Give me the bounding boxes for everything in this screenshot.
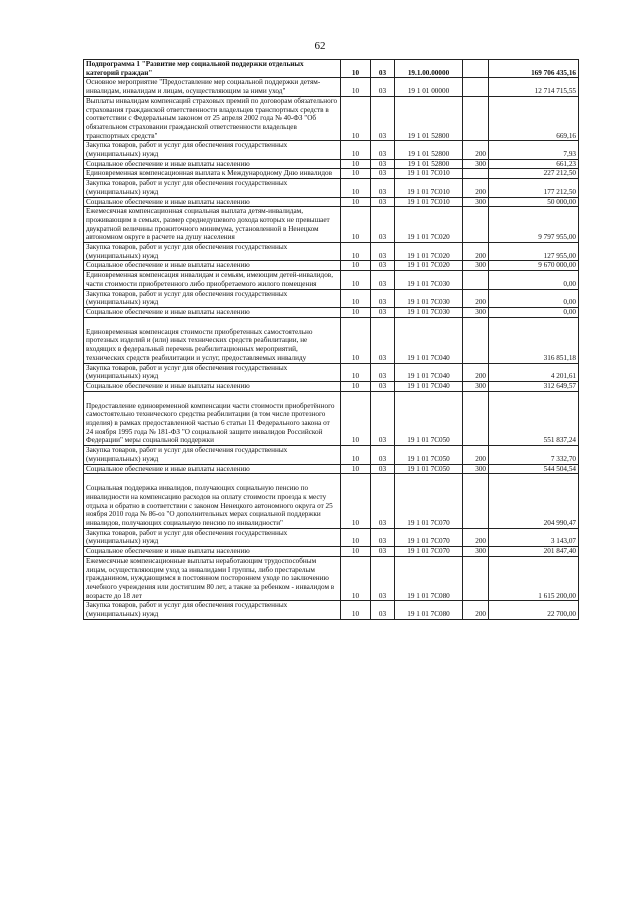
expense-type-code: 300 <box>463 381 489 391</box>
subsection-code: 03 <box>371 271 395 289</box>
target-article-code: 19 1 01 7С020 <box>395 207 463 243</box>
target-article-code: 19 1 01 7С030 <box>395 307 463 317</box>
subsection-code: 03 <box>371 197 395 207</box>
target-article-code: 19 1 01 7С070 <box>395 474 463 529</box>
amount: 12 714 715,55 <box>489 78 579 96</box>
section-code: 10 <box>341 78 371 96</box>
row-name: Социальное обеспечение и иные выплаты населению <box>84 159 341 169</box>
section-code: 10 <box>341 528 371 546</box>
expense-type-code <box>463 271 489 289</box>
expense-type-code: 200 <box>463 141 489 159</box>
target-article-code: 19 1 01 7С070 <box>395 547 463 557</box>
amount: 0,00 <box>489 289 579 307</box>
target-article-code: 19 1 01 7С020 <box>395 261 463 271</box>
section-code: 10 <box>341 474 371 529</box>
row-name: Ежемесячные компенсационные выплаты неработающим трудоспособным лицам, осуществляющим уход за инвалидами I группы, либо престарелым гражданином, нуждающимся в постоянном постороннем уходе по заключению лечебного учреждения или достигшим 80 лет, а также за ребенком - инвалидом в возрасте до 18 лет <box>84 556 341 601</box>
expense-type-code <box>463 96 489 141</box>
target-article-code: 19 1 01 7С080 <box>395 601 463 619</box>
subsection-code: 03 <box>371 381 395 391</box>
amount: 4 201,61 <box>489 363 579 381</box>
expense-type-code: 200 <box>463 363 489 381</box>
target-article-code: 19.1.00.00000 <box>395 60 463 78</box>
amount: 127 955,00 <box>489 243 579 261</box>
target-article-code: 19 1 01 00000 <box>395 78 463 96</box>
section-code: 10 <box>341 381 371 391</box>
amount: 0,00 <box>489 307 579 317</box>
table-row <box>84 197 579 207</box>
subsection-code: 03 <box>371 60 395 78</box>
row-name: Единовременная компенсация инвалидам и семьям, имеющим детей-инвалидов, части стоимости приобретенного либо приобретаемого жилого помещения <box>84 271 341 289</box>
subsection-code: 03 <box>371 363 395 381</box>
subsection-code: 03 <box>371 317 395 363</box>
section-code: 10 <box>341 271 371 289</box>
row-name: Социальная поддержка инвалидов, получающих социальную пенсию по инвалидности на компенсацию расходов на оплату стоимости проезда к месту отдыха и обратно в соответствии с законом Ненецкого автономного округа от 25 ноября 2010 года № 86-оз "О дополнительных мерах социальной поддержки инвалидов, получающих социальную пенсию по инвалидности" <box>84 474 341 529</box>
table-row <box>84 381 579 391</box>
target-article-code: 19 1 01 7С010 <box>395 169 463 179</box>
expense-type-code <box>463 317 489 363</box>
row-name: Закупка товаров, работ и услуг для обеспечения государственных (муниципальных) нужд <box>84 141 341 159</box>
section-code: 10 <box>341 556 371 601</box>
table-row <box>84 289 579 307</box>
subsection-code: 03 <box>371 391 395 446</box>
subsection-code: 03 <box>371 289 395 307</box>
row-name: Социальное обеспечение и иные выплаты населению <box>84 307 341 317</box>
target-article-code: 19 1 01 52800 <box>395 141 463 159</box>
table-row <box>84 60 579 78</box>
target-article-code: 19 1 01 52800 <box>395 96 463 141</box>
row-name: Единовременная компенсация стоимости приобретенных самостоятельно протезных изделий и (или) иных технических средств реабилитации, не входящих в федеральный перечень реабилитационных мероприятий, технических средств реабилитации и услуг, предоставляемых инвалиду <box>84 317 341 363</box>
section-code: 10 <box>341 243 371 261</box>
target-article-code: 19 1 01 7С040 <box>395 381 463 391</box>
section-code: 10 <box>341 197 371 207</box>
amount: 7,93 <box>489 141 579 159</box>
section-code: 10 <box>341 141 371 159</box>
section-code: 10 <box>341 289 371 307</box>
expense-type-code: 200 <box>463 243 489 261</box>
table-body <box>84 60 579 620</box>
row-name: Социальное обеспечение и иные выплаты населению <box>84 464 341 474</box>
target-article-code: 19 1 01 7С010 <box>395 179 463 197</box>
subsection-code: 03 <box>371 556 395 601</box>
table-row <box>84 96 579 141</box>
target-article-code: 19 1 01 7С010 <box>395 197 463 207</box>
expense-type-code <box>463 556 489 601</box>
row-name: Закупка товаров, работ и услуг для обеспечения государственных (муниципальных) нужд <box>84 601 341 619</box>
row-name: Закупка товаров, работ и услуг для обеспечения государственных (муниципальных) нужд <box>84 528 341 546</box>
expense-type-code: 200 <box>463 179 489 197</box>
subsection-code: 03 <box>371 179 395 197</box>
table-row <box>84 474 579 529</box>
budget-table <box>83 59 579 620</box>
expense-type-code <box>463 391 489 446</box>
section-code: 10 <box>341 179 371 197</box>
subsection-code: 03 <box>371 464 395 474</box>
amount: 1 615 200,00 <box>489 556 579 601</box>
table-row <box>84 464 579 474</box>
table-row <box>84 243 579 261</box>
expense-type-code <box>463 78 489 96</box>
table-row <box>84 307 579 317</box>
row-name: Единовременная компенсационная выплата к Международному Дню инвалидов <box>84 169 341 179</box>
amount: 22 700,00 <box>489 601 579 619</box>
row-name: Социальное обеспечение и иные выплаты населению <box>84 381 341 391</box>
section-code: 10 <box>341 601 371 619</box>
amount: 3 143,07 <box>489 528 579 546</box>
subsection-code: 03 <box>371 159 395 169</box>
row-name: Выплаты инвалидам компенсаций страховых премий по договорам обязательного страхования гражданской ответственности владельцев транспортных средств в соответствии с Федеральным законом от 25 апреля 2002 года № 40-ФЗ "Об обязательном страховании гражданской ответственности владельцев транспортных средств" <box>84 96 341 141</box>
amount: 669,16 <box>489 96 579 141</box>
row-name: Социальное обеспечение и иные выплаты населению <box>84 261 341 271</box>
row-name: Закупка товаров, работ и услуг для обеспечения государственных (муниципальных) нужд <box>84 363 341 381</box>
amount: 177 212,50 <box>489 179 579 197</box>
table-row <box>84 159 579 169</box>
section-code: 10 <box>341 317 371 363</box>
target-article-code: 19 1 01 7С030 <box>395 271 463 289</box>
subsection-code: 03 <box>371 207 395 243</box>
expense-type-code: 300 <box>463 159 489 169</box>
target-article-code: 19 1 01 7С050 <box>395 446 463 464</box>
subsection-code: 03 <box>371 446 395 464</box>
table-row <box>84 363 579 381</box>
section-code: 10 <box>341 60 371 78</box>
expense-type-code: 200 <box>463 446 489 464</box>
section-code: 10 <box>341 391 371 446</box>
section-code: 10 <box>341 547 371 557</box>
table-row <box>84 391 579 446</box>
table-row <box>84 261 579 271</box>
table-row <box>84 446 579 464</box>
amount: 9 797 955,00 <box>489 207 579 243</box>
row-name: Закупка товаров, работ и услуг для обеспечения государственных (муниципальных) нужд <box>84 446 341 464</box>
target-article-code: 19 1 01 7С050 <box>395 464 463 474</box>
section-code: 10 <box>341 159 371 169</box>
expense-type-code <box>463 207 489 243</box>
section-code: 10 <box>341 261 371 271</box>
target-article-code: 19 1 01 7С030 <box>395 289 463 307</box>
expense-type-code: 300 <box>463 197 489 207</box>
table-row <box>84 141 579 159</box>
amount: 661,23 <box>489 159 579 169</box>
row-name: Ежемесячная компенсационная социальная выплата детям-инвалидам, проживающим в семьях, размер среднедушевого дохода которых не превышает двукратной величины прожиточного минимума, установленной в Ненецком автономном округе в расчете на душу населения <box>84 207 341 243</box>
expense-type-code: 200 <box>463 528 489 546</box>
subsection-code: 03 <box>371 601 395 619</box>
section-code: 10 <box>341 363 371 381</box>
target-article-code: 19 1 01 7С040 <box>395 317 463 363</box>
table-row <box>84 556 579 601</box>
section-code: 10 <box>341 96 371 141</box>
subsection-code: 03 <box>371 307 395 317</box>
expense-type-code: 300 <box>463 464 489 474</box>
row-name: Основное мероприятие "Предоставление мер социальной поддержки детям-инвалидам, инвалидам и лицам, осуществляющим за ними уход" <box>84 78 341 96</box>
table-row <box>84 78 579 96</box>
subsection-code: 03 <box>371 96 395 141</box>
amount: 544 504,54 <box>489 464 579 474</box>
expense-type-code: 300 <box>463 307 489 317</box>
amount: 204 990,47 <box>489 474 579 529</box>
expense-type-code: 300 <box>463 261 489 271</box>
subsection-code: 03 <box>371 547 395 557</box>
target-article-code: 19 1 01 7С070 <box>395 528 463 546</box>
amount: 551 837,24 <box>489 391 579 446</box>
amount: 169 706 435,16 <box>489 60 579 78</box>
section-code: 10 <box>341 169 371 179</box>
amount: 0,00 <box>489 271 579 289</box>
expense-type-code: 300 <box>463 547 489 557</box>
section-code: 10 <box>341 207 371 243</box>
amount: 7 332,70 <box>489 446 579 464</box>
row-name: Закупка товаров, работ и услуг для обеспечения государственных (муниципальных) нужд <box>84 179 341 197</box>
subsection-code: 03 <box>371 78 395 96</box>
section-code: 10 <box>341 307 371 317</box>
row-name: Закупка товаров, работ и услуг для обеспечения государственных (муниципальных) нужд <box>84 289 341 307</box>
subsection-code: 03 <box>371 261 395 271</box>
subsection-code: 03 <box>371 474 395 529</box>
subsection-code: 03 <box>371 528 395 546</box>
row-name: Социальное обеспечение и иные выплаты населению <box>84 547 341 557</box>
table-row <box>84 169 579 179</box>
table-row <box>84 547 579 557</box>
section-code: 10 <box>341 446 371 464</box>
target-article-code: 19 1 01 7С050 <box>395 391 463 446</box>
table-row <box>84 207 579 243</box>
table-row <box>84 601 579 619</box>
target-article-code: 19 1 01 52800 <box>395 159 463 169</box>
amount: 316 851,18 <box>489 317 579 363</box>
expense-type-code: 200 <box>463 289 489 307</box>
expense-type-code: 200 <box>463 601 489 619</box>
subsection-code: 03 <box>371 243 395 261</box>
row-name: Предоставление единовременной компенсации части стоимости приобретённого самостоятельно технического средства реабилитации (в том числе протезного изделия) в рамках предоставленной частью 6 статьи 11 Федерального закона от 24 ноября 1995 года № 181-ФЗ "О социальной защите инвалидов Российской Федерации" меры социальной поддержки <box>84 391 341 446</box>
subsection-code: 03 <box>371 169 395 179</box>
amount: 9 670 000,00 <box>489 261 579 271</box>
expense-type-code <box>463 474 489 529</box>
expense-type-code <box>463 60 489 78</box>
target-article-code: 19 1 01 7С020 <box>395 243 463 261</box>
table-row <box>84 317 579 363</box>
subsection-code: 03 <box>371 141 395 159</box>
table-row <box>84 179 579 197</box>
target-article-code: 19 1 01 7С040 <box>395 363 463 381</box>
target-article-code: 19 1 01 7С080 <box>395 556 463 601</box>
amount: 227 212,50 <box>489 169 579 179</box>
page-number: 62 <box>314 40 326 52</box>
expense-type-code <box>463 169 489 179</box>
table-row <box>84 528 579 546</box>
amount: 312 649,57 <box>489 381 579 391</box>
amount: 50 000,00 <box>489 197 579 207</box>
row-name: Подпрограмма 1 "Развитие мер социальной поддержки отдельных категорий граждан" <box>84 60 341 78</box>
table-row <box>84 271 579 289</box>
amount: 201 847,40 <box>489 547 579 557</box>
section-code: 10 <box>341 464 371 474</box>
row-name: Закупка товаров, работ и услуг для обеспечения государственных (муниципальных) нужд <box>84 243 341 261</box>
row-name: Социальное обеспечение и иные выплаты населению <box>84 197 341 207</box>
